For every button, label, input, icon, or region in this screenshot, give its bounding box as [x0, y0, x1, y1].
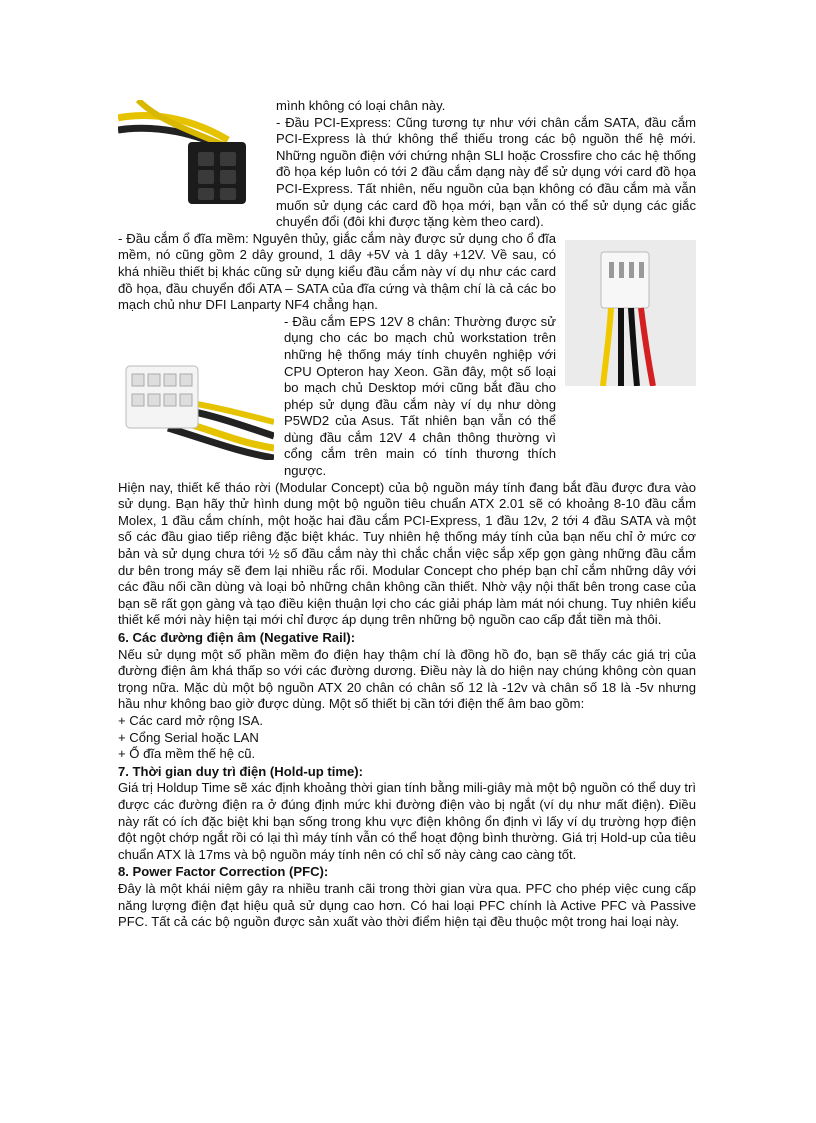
negative-rail-device-list — [118, 713, 696, 763]
list-item: + Các card mở rộng ISA. — [118, 712, 264, 728]
section-heading-hold-up-time: 7. Thời gian duy trì điện (Hold-up time): — [118, 763, 363, 779]
paragraph-eps-connector: - Đầu cắm EPS 12V 8 chân: Thường được sử dụng cho các bo mạch chủ workstation trên những hệ thống máy tính chuyên nghiệp với CPU Opteron hay Xeon. Gần đây, một số loại bo mạch chủ Desktop mới cũng bắt đầu cho phép sử dụng đầu cắm này ví dụ như dòng P5WD2 của Asus. Tất nhiên bạn vẫn có thể dùng đầu cắm 12V 4 chân thông thường vì cổng cắm trên main có tính thương thích ngược. — [284, 313, 556, 479]
paragraph-pfc: Đây là một khái niệm gây ra nhiều tranh cãi trong thời gian vừa qua. PFC cho phép việc cung cấp năng lượng điện đạt hiệu quả sử dụng cao hơn. Có hai loại PFC chính là Active PFC và Passive PFC. Tất cả các bộ nguồn được sản xuất vào thời điểm hiện tại đều thuộc một trong hai loại này. — [118, 880, 696, 930]
paragraph-modular-concept: Hiện nay, thiết kế tháo rời (Modular Concept) của bộ nguồn máy tính đang bắt đầu được đưa vào sử dụng. Bạn hãy thử hình dung một bộ nguồn tiêu chuẩn ATX 2.01 sẽ có khoảng 8-10 đầu cắm Molex, 1 đầu cắm chính, một hoặc hai đầu cắm PCI-Express, 1 đầu 12v, 2 tới 4 đầu SATA và một số các đầu giao tiếp riêng đặc biệt khác. Tuy nhiên hệ thống máy tính của bạn nếu chỉ ở mức cơ bản và sử dụng chưa tới ½ số đầu cắm này thì chắc chắn việc sắp xếp gọn gàng những đầu cắm dư bên trong máy sẽ đem lại nhiều rắc rối. Modular Concept cho phép bạn chỉ cắm những dây với các đầu nối cần dùng và loại bỏ những chân không cần thiết. Nhờ vậy nội thất bên trong case của bạn sẽ rất gọn gàng và tạo điều kiện thuận lợi cho các giải pháp làm mát nói chung. Tuy nhiên kiểu thiết kế mới này hiện tại mới chỉ được áp dụng trên những bộ nguồn cao cấp đắt tiền mà thôi. — [118, 479, 696, 628]
paragraph-hold-up-time: Giá trị Holdup Time sẽ xác định khoảng thời gian tính bằng mili-giây mà một bộ nguồn có thể duy trì được các đường điện ra ở đúng định mức khi đường điện vào bị ngắt (ví dụ như mất điện). Điều này rất có ích đặc biệt khi bạn sống trong khu vực điện không ổn định vì lấy ví dụ trường hợp điện đột ngột chớp ngắt rồi có lại thì máy tính vẫn có thể hoạt động bình thường. Giá trị Hold-up của tiêu chuẩn ATX là 17ms và bộ nguồn máy tính nên có chỉ số này càng cao càng tốt. — [118, 780, 696, 862]
paragraph-floppy-connector: - Đầu cắm ổ đĩa mềm: Nguyên thủy, giắc cắm này được sử dụng cho ổ đĩa mềm, nó cũng gồm 2 dây ground, 1 dây +5V và 1 dây +12V. Về sau, có khá nhiều thiết bị khác cũng sử dụng kiểu đầu cắm này ví dụ như các card đồ họa, đầu chuyển đổi ATA – SATA của đĩa cứng và thậm chí là cả các bo mạch chủ như DFI Lanparty NF4 chẳng hạn. — [118, 230, 556, 313]
paragraph-pcie-connector: - Đầu PCI-Express: Cũng tương tự như với chân cắm SATA, đầu cắm PCI-Express là thứ không thể thiếu trong các bộ nguồn thế hệ mới. Những nguồn điện với chứng nhận SLI hoặc Crossfire cho các hệ thống đồ họa kép luôn có tới 2 đầu cắm dạng này để sử dụng với card đồ họa PCI-Express. Tất nhiên, nếu nguồn của bạn không có đầu cắm mà vẫn muốn sử dụng các card đồ họa mới, bạn vẫn có thể sử dụng các giắc chuyển đổi (đôi khi được tặng kèm theo card). — [276, 114, 696, 230]
section-heading-pfc: 8. Power Factor Correction (PFC): — [118, 864, 329, 880]
document-body — [118, 98, 696, 931]
list-item: + Ổ đĩa mềm thế hệ cũ. — [118, 746, 256, 762]
paragraph-intro: mình không có loại chân này. — [276, 98, 446, 113]
list-item: + Cổng Serial hoặc LAN — [118, 729, 259, 745]
paragraph-negative-rail: Nếu sử dụng một số phần mềm đo điện hay thậm chí là đồng hồ đo, bạn sẽ thấy các giá trị của đường điện âm khá thấp so với các đường dương. Điều này là do hiện nay chúng không còn quan trọng nữa. Mặc dù một bộ nguồn ATX 20 chân có chân số 12 là -12v và chân số 18 là -5v nhưng hầu như không bao giờ được dùng. Một số thiết bị cần tới điện thế âm bao gồm: — [118, 646, 696, 712]
section-heading-negative-rail: 6. Các đường điện âm (Negative Rail): — [118, 630, 356, 645]
